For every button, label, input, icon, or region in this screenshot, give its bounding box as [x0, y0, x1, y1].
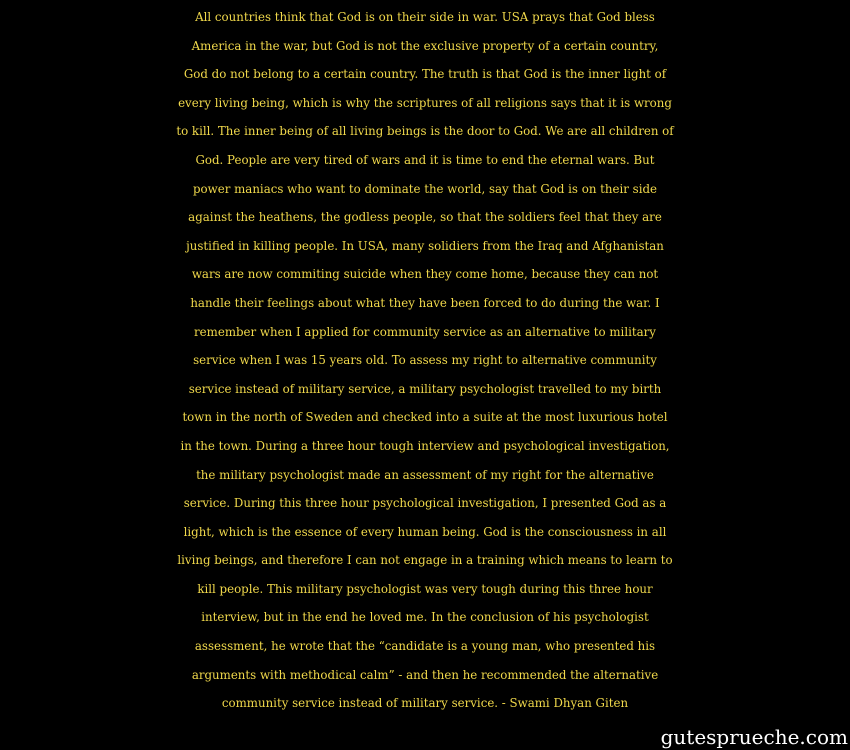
- quote-line: living beings, and therefore I can not engage in a training which means to learn to: [177, 553, 673, 568]
- quote-line: light, which is the essence of every human being. God is the consciousness in all: [183, 524, 667, 539]
- quote-line: assessment, he wrote that the “candidate is a young man, who presented his: [194, 639, 656, 654]
- watermark: gutesprueche.com: [660, 725, 848, 749]
- quote-line: kill people. This military psychologist was very tough during this three hour: [197, 581, 653, 596]
- quote-line: town in the north of Sweden and checked into a suite at the most luxurious hotel: [182, 410, 668, 425]
- quote-line: service instead of military service, a military psychologist travelled to my birth: [188, 381, 662, 396]
- quote-line: against the heathens, the godless people, so that the soldiers feel that they are: [188, 210, 662, 225]
- quote-line: wars are now commiting suicide when they come home, because they can not: [191, 267, 659, 282]
- quote-line: America in the war, but God is not the exclusive property of a certain country,: [191, 38, 659, 53]
- quote-line: All countries think that God is on their side in war. USA prays that God bless: [195, 10, 655, 24]
- quote-line: justified in killing people. In USA, many solidiers from the Iraq and Afghanistan: [186, 238, 664, 253]
- quote-line: God. People are very tired of wars and it is time to end the eternal wars. But: [195, 152, 655, 167]
- quote-line: handle their feelings about what they have been forced to do during the war. I: [190, 295, 660, 310]
- quote-line: every living being, which is why the scriptures of all religions says that it is wrong: [178, 95, 672, 110]
- quote-line: service when I was 15 years old. To assess my right to alternative community: [193, 353, 657, 368]
- quote-line: remember when I applied for community service as an alternative to military: [194, 324, 656, 339]
- quote-text: [0, 3, 850, 718]
- quote-line: community service instead of military service. - Swami Dhyan Giten: [221, 696, 629, 711]
- quote-line: God do not belong to a certain country. The truth is that God is the inner light of: [183, 67, 667, 82]
- quote-line: arguments with methodical calm” - and then he recommended the alternative: [191, 667, 659, 682]
- quote-line: the military psychologist made an assessment of my right for the alternative: [196, 467, 654, 482]
- quote-line: in the town. During a three hour tough interview and psychological investigation,: [180, 438, 670, 453]
- quote-line: interview, but in the end he loved me. In the conclusion of his psychologist: [201, 610, 649, 625]
- quote-line: service. During this three hour psychological investigation, I presented God as a: [183, 496, 667, 511]
- quote-line: power maniacs who want to dominate the world, say that God is on their side: [192, 181, 658, 196]
- quote-line: to kill. The inner being of all living beings is the door to God. We are all children of: [176, 124, 674, 139]
